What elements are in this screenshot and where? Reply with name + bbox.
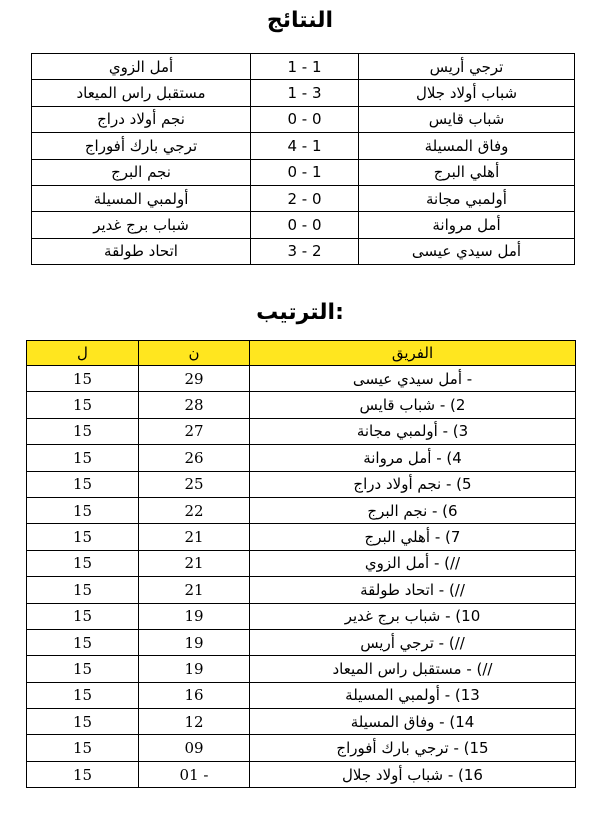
played-cell: 15 [27,524,139,550]
standings-row [27,629,576,655]
match-score: 4 - 1 [251,133,359,159]
team-cell: 10) - شباب برج غدير [250,603,576,629]
standings-row [27,524,576,550]
standings-row [27,603,576,629]
standings-row [27,656,576,682]
home-team: شباب قايس [359,106,575,132]
standings-row [27,761,576,787]
played-cell: 15 [27,497,139,523]
home-team: أولمبي مجانة [359,185,575,211]
home-team: ترجي أريس [359,54,575,80]
team-cell: 7) - أهلي البرج [250,524,576,550]
points-cell: 21 [139,524,250,550]
match-score: 2 - 0 [251,185,359,211]
team-cell: 3) - أولمبي مجانة [250,418,576,444]
points-cell: 26 [139,445,250,471]
points-cell: 01 - [139,761,250,787]
points-cell: 22 [139,497,250,523]
played-cell: 15 [27,603,139,629]
match-score: 1 - 1 [251,54,359,80]
home-team: أمل مروانة [359,212,575,238]
played-cell: 15 [27,761,139,787]
team-cell: //) - ترجي أريس [250,629,576,655]
standings-row [27,392,576,418]
standings-row [27,418,576,444]
played-cell: 15 [27,445,139,471]
team-cell: 15) - ترجي بارك أفوراج [250,735,576,761]
away-team: مستقبل راس الميعاد [32,80,251,106]
points-cell: 12 [139,709,250,735]
away-team: نجم أولاد دراج [32,106,251,132]
home-team: شباب أولاد جلال [359,80,575,106]
team-cell: 5) - نجم أولاد دراج [250,471,576,497]
played-cell: 15 [27,735,139,761]
played-cell: 15 [27,629,139,655]
played-cell: 15 [27,366,139,392]
team-cell: 16) - شباب أولاد جلال [250,761,576,787]
played-cell: 15 [27,709,139,735]
standings-row [27,445,576,471]
result-row [32,133,575,159]
result-row [32,212,575,238]
result-row [32,80,575,106]
home-team: أهلي البرج [359,159,575,185]
standings-row [27,497,576,523]
team-cell: //) - مستقبل راس الميعاد [250,656,576,682]
played-cell: 15 [27,682,139,708]
away-team: ترجي بارك أفوراج [32,133,251,159]
points-cell: 19 [139,656,250,682]
header-points: ن [139,341,250,366]
home-team: وفاق المسيلة [359,133,575,159]
match-score: 3 - 2 [251,238,359,264]
standings-row [27,550,576,576]
team-cell: - أمل سيدي عيسى [250,366,576,392]
played-cell: 15 [27,392,139,418]
team-cell: //) - أمل الزوي [250,550,576,576]
points-cell: 28 [139,392,250,418]
standings-header-row [27,341,576,366]
points-cell: 29 [139,366,250,392]
played-cell: 15 [27,471,139,497]
played-cell: 15 [27,418,139,444]
away-team: اتحاد طولقة [32,238,251,264]
away-team: أولمبي المسيلة [32,185,251,211]
team-cell: 2) - شباب قايس [250,392,576,418]
standings-title: الترتيب: [256,300,344,325]
standings-table [26,340,576,788]
away-team: شباب برج غدير [32,212,251,238]
points-cell: 19 [139,603,250,629]
team-cell: //) - اتحاد طولقة [250,577,576,603]
team-cell: 14) - وفاق المسيلة [250,709,576,735]
standings-row [27,366,576,392]
result-row [32,106,575,132]
away-team: نجم البرج [32,159,251,185]
away-team: أمل الزوي [32,54,251,80]
points-cell: 25 [139,471,250,497]
result-row [32,54,575,80]
played-cell: 15 [27,656,139,682]
match-score: 1 - 3 [251,80,359,106]
match-score: 0 - 0 [251,212,359,238]
played-cell: 15 [27,577,139,603]
result-row [32,185,575,211]
points-cell: 21 [139,550,250,576]
match-score: 0 - 0 [251,106,359,132]
points-cell: 16 [139,682,250,708]
points-cell: 19 [139,629,250,655]
results-title: النتائج [266,8,334,33]
header-played: ل [27,341,139,366]
standings-row [27,682,576,708]
standings-row [27,577,576,603]
standings-row [27,735,576,761]
team-cell: 4) - أمل مروانة [250,445,576,471]
header-team: الفريق [250,341,576,366]
team-cell: 6) - نجم البرج [250,497,576,523]
points-cell: 27 [139,418,250,444]
home-team: أمل سيدي عيسى [359,238,575,264]
team-cell: 13) - أولمبي المسيلة [250,682,576,708]
match-score: 0 - 1 [251,159,359,185]
standings-row [27,471,576,497]
points-cell: 09 [139,735,250,761]
played-cell: 15 [27,550,139,576]
result-row [32,159,575,185]
result-row [32,238,575,264]
points-cell: 21 [139,577,250,603]
standings-row [27,709,576,735]
results-table [31,53,575,265]
